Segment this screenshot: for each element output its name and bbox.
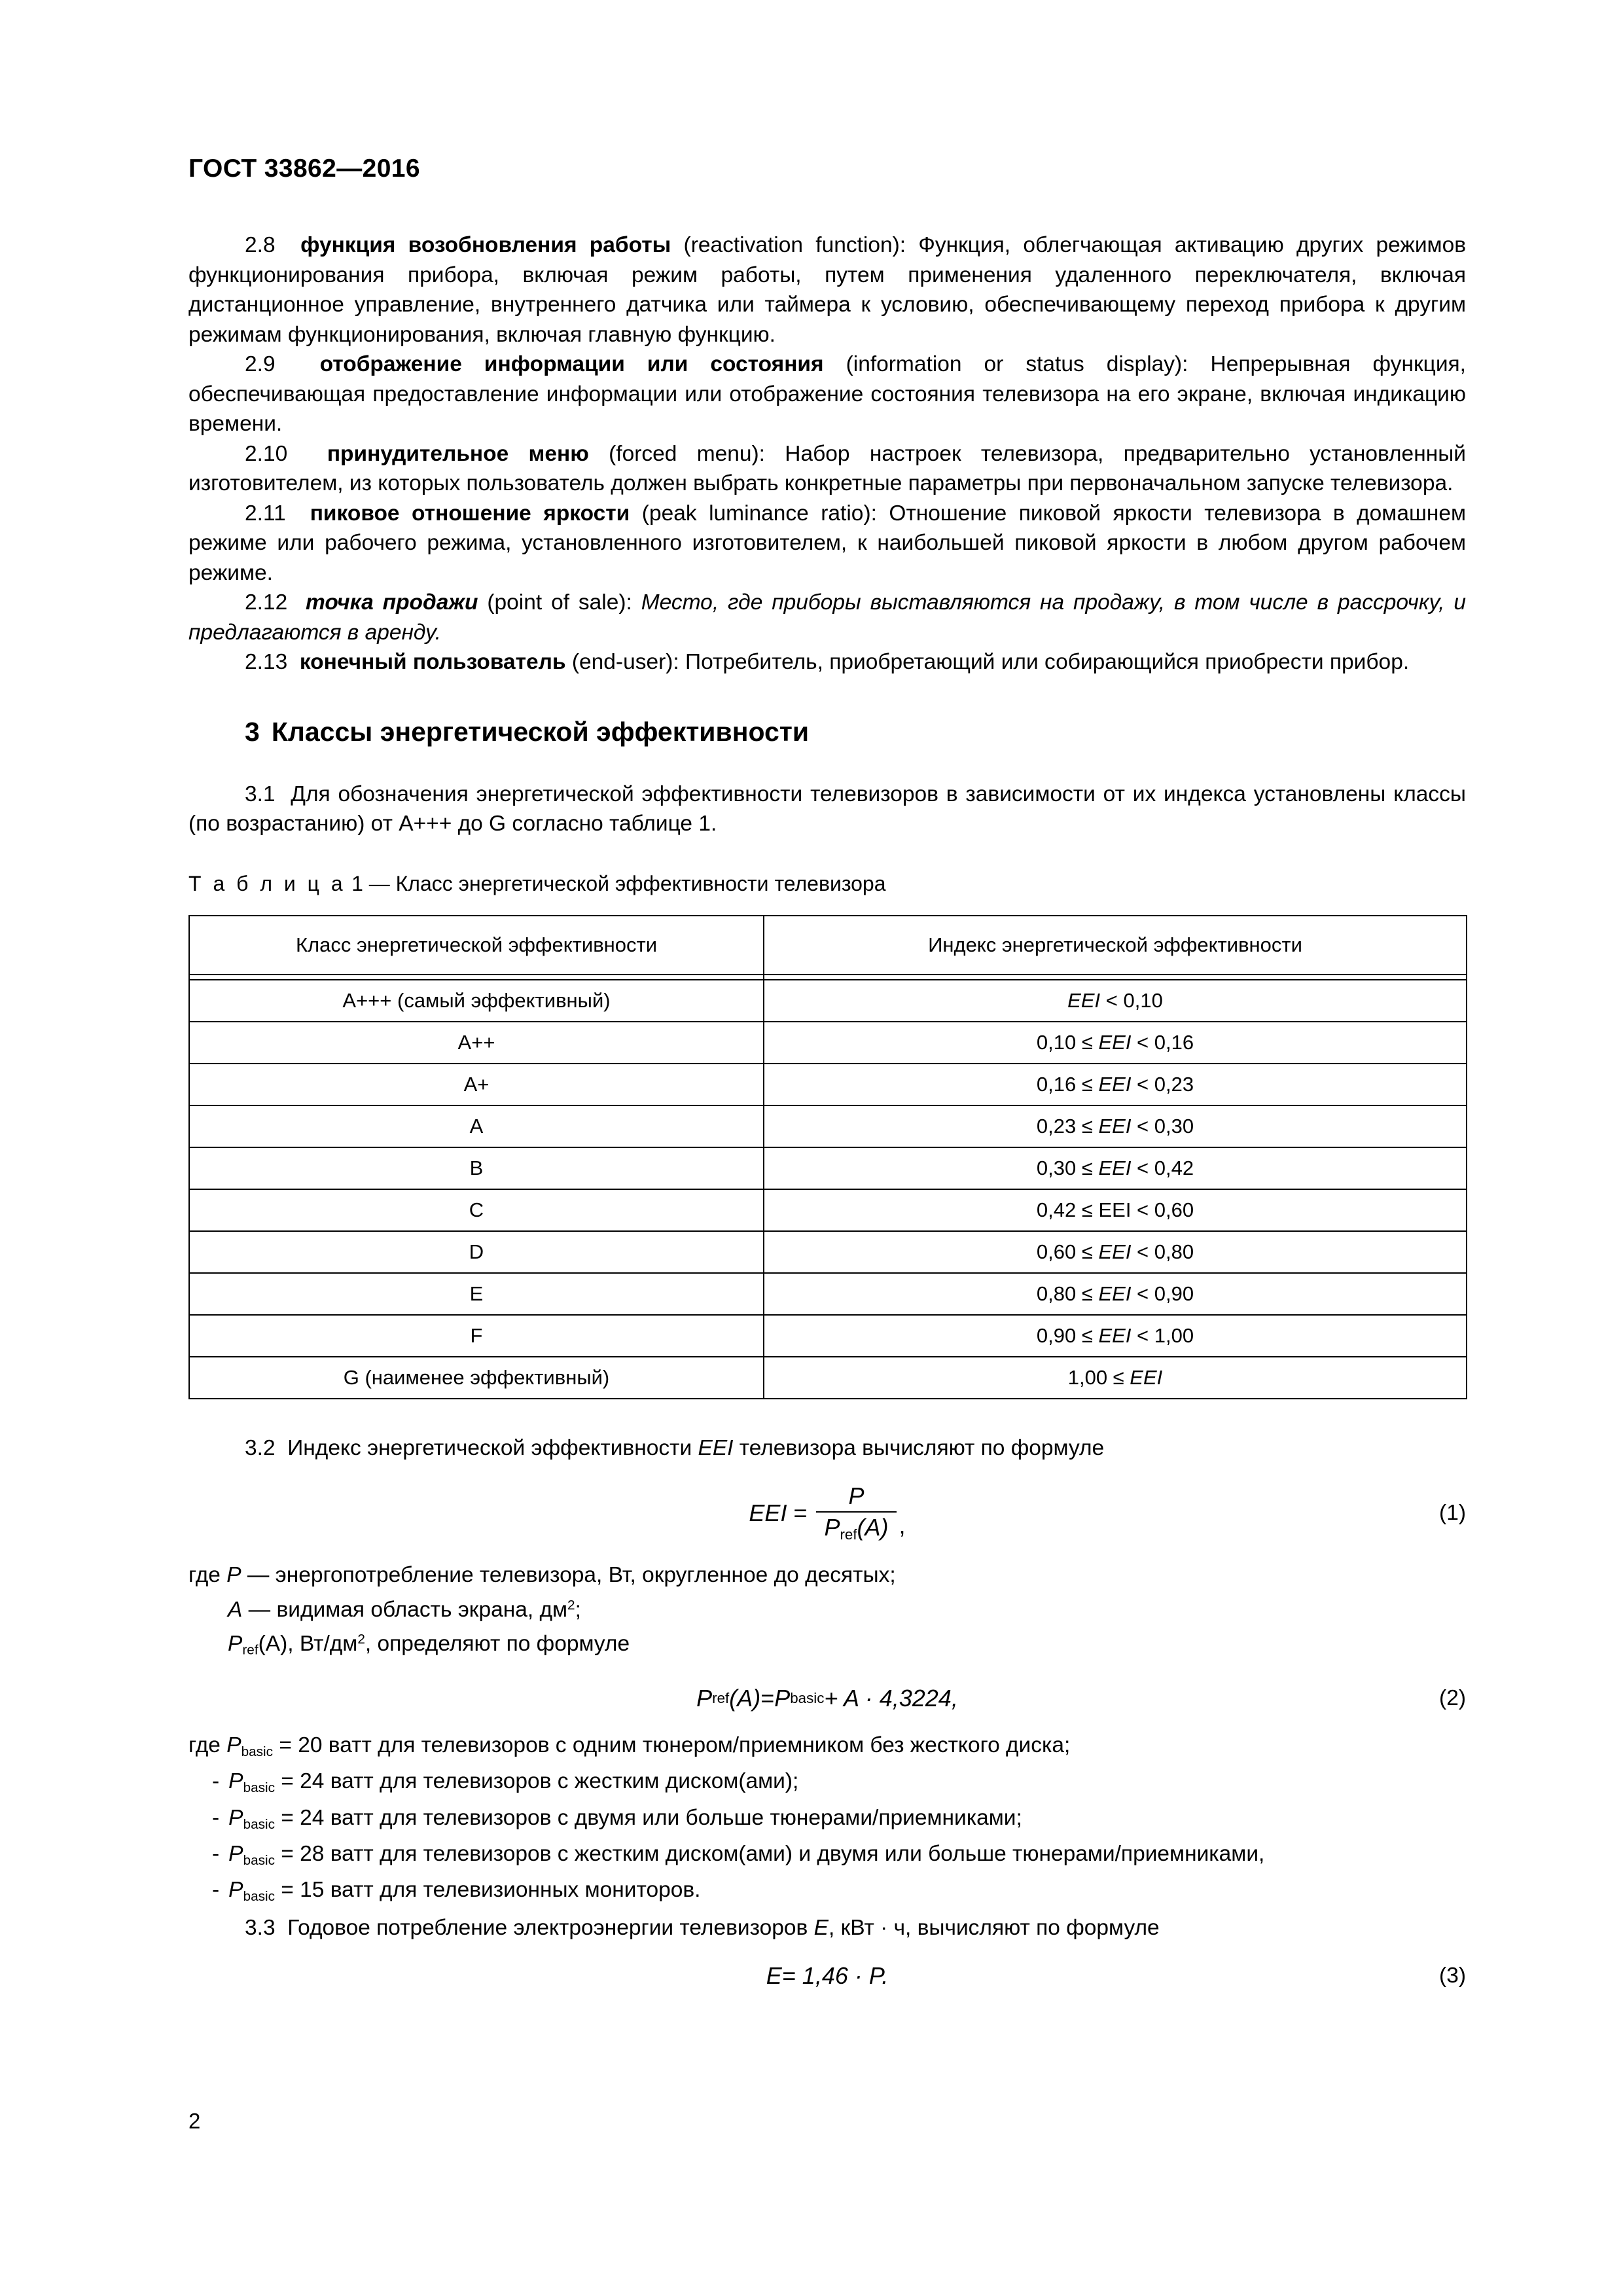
index-prefix: 0,60 ≤ — [1036, 1240, 1099, 1263]
where-subscript: ref — [242, 1642, 259, 1658]
pbasic-variable: P — [226, 1733, 241, 1758]
definition-2-9 — [188, 350, 1466, 439]
formula2-lhs-base: P — [696, 1685, 713, 1712]
formula2-rhs-subscript: basic — [790, 1690, 825, 1707]
pbasic-variable: P — [228, 1769, 243, 1794]
formula-3-row — [188, 1962, 1466, 1990]
list-dash: - — [212, 1878, 220, 1903]
list-dash: - — [212, 1842, 220, 1867]
definition-2-13 — [188, 647, 1466, 677]
pbasic-rest: = 24 ватт для телевизоров с двумя или больше тюнерами/приемниками; — [275, 1805, 1022, 1830]
formula-equals: = — [793, 1499, 808, 1526]
table-caption — [188, 869, 1466, 898]
index-suffix: < 0,60 — [1131, 1198, 1194, 1221]
clause-text-a: Индекс энергетической эффективности — [287, 1435, 698, 1460]
index-suffix: < 0,80 — [1131, 1240, 1194, 1263]
clause-text-a: Годовое потребление электроэнергии телевизоров — [287, 1915, 814, 1940]
cell-energy-class: А++ — [189, 1022, 764, 1064]
table-caption-number: 1 — [351, 871, 363, 895]
clause-variable: EEI — [698, 1435, 734, 1460]
definition-2-8 — [188, 230, 1466, 350]
clause-number: 3.1 — [245, 781, 276, 806]
pbasic-item-3 — [188, 1839, 1466, 1875]
clause-3-1 — [188, 780, 1466, 839]
where-rest: (A), Вт/дм — [258, 1631, 358, 1656]
energy-class-table — [188, 915, 1467, 1399]
pbasic-item-0 — [188, 1731, 1466, 1767]
where-variable: P — [226, 1563, 241, 1588]
equation-number-1: (1) — [1439, 1500, 1466, 1525]
where-rest: — энергопотребление телевизора, Вт, округленное до десятых; — [241, 1563, 896, 1588]
cell-energy-index — [764, 980, 1467, 1022]
formula2-lhs-subscript: ref — [712, 1690, 730, 1707]
cell-energy-index — [764, 1315, 1467, 1357]
where-line-pref — [188, 1624, 1466, 1665]
index-prefix: 0,90 ≤ — [1036, 1323, 1099, 1347]
index-variable: EEI — [1098, 1156, 1132, 1179]
denominator-base: P — [824, 1514, 840, 1541]
index-variable: EEI — [1098, 1282, 1132, 1305]
definition-number: 2.11 — [245, 501, 286, 526]
cell-energy-class: В — [189, 1147, 764, 1189]
definition-english: (reactivation function): — [683, 233, 906, 257]
definition-term: принудительное меню — [327, 441, 589, 466]
equation-number-3: (3) — [1439, 1964, 1466, 1988]
fraction-denominator — [816, 1511, 896, 1543]
pbasic-rest: = 15 ватт для телевизионных мониторов. — [275, 1878, 701, 1903]
definition-number: 2.10 — [245, 441, 288, 466]
formula-1 — [749, 1482, 905, 1543]
index-suffix: < 0,30 — [1131, 1114, 1194, 1138]
pbasic-rest: = 20 ватт для телевизоров с одним тюнером/приемником без жесткого диска; — [273, 1733, 1071, 1758]
definition-text: Набор настроек телевизора, предварительно установленный изготовителем, из которых пользователь должен выбрать конкретные параметры при первоначальном запуске телевизора. — [188, 441, 1466, 495]
index-suffix: < 1,00 — [1131, 1323, 1194, 1347]
where-superscript: 2 — [357, 1632, 365, 1647]
equation-number-2: (2) — [1439, 1686, 1466, 1711]
definition-text: Место, где приборы выставляются на продажу, в том числе в рассрочку, и предлагаются в аренду. — [188, 590, 1466, 645]
index-variable: EEI — [1098, 1198, 1132, 1221]
table-row — [189, 1064, 1467, 1105]
table-header-row — [189, 916, 1467, 975]
index-variable: EEI — [1098, 1072, 1132, 1096]
table-row — [189, 1273, 1467, 1315]
index-variable: EEI — [1067, 988, 1101, 1012]
where-tail: ; — [575, 1597, 581, 1622]
definition-number: 2.8 — [245, 233, 276, 257]
clause-3-2 — [188, 1433, 1466, 1463]
formula3-rest: = 1,46 · P. — [781, 1962, 889, 1990]
table-row — [189, 1105, 1467, 1147]
pbasic-subscript: basic — [243, 1816, 275, 1832]
section-heading-3 — [188, 715, 1466, 748]
table-row — [189, 1315, 1467, 1357]
pbasic-subscript: basic — [243, 1780, 275, 1796]
where-variable: A — [228, 1597, 243, 1622]
pbasic-variable: P — [228, 1805, 243, 1830]
cell-energy-index — [764, 1064, 1467, 1105]
where-lead: где — [188, 1563, 227, 1588]
formula2-rhs-base: P — [774, 1685, 791, 1712]
where-rest: — видимая область экрана, дм — [242, 1597, 568, 1622]
definition-text: Непрерывная функция, обеспечивающая предоставление информации или отображение состояния телевизора на его экране, включая индикацию времени. — [188, 352, 1466, 436]
pbasic-lead: где — [188, 1733, 227, 1758]
formula-lhs: EEI — [749, 1499, 787, 1526]
clause-variable: E — [813, 1915, 829, 1940]
clause-text-b: телевизора вычисляют по формуле — [733, 1435, 1105, 1460]
pbasic-subscript: basic — [241, 1744, 274, 1759]
table-row — [189, 1231, 1467, 1273]
index-variable: EEI — [1130, 1365, 1163, 1389]
cell-energy-class: С — [189, 1189, 764, 1231]
clause-3-3 — [188, 1913, 1466, 1943]
definition-term: пиковое отношение яркости — [310, 501, 630, 526]
rule-cell-left — [189, 975, 764, 980]
definition-term: конечный пользователь — [299, 650, 566, 674]
index-prefix: 0,80 ≤ — [1036, 1282, 1099, 1305]
definition-term: точка продажи — [306, 590, 478, 615]
pbasic-rest: = 28 ватт для телевизоров с жестким диском(ами) и двумя или больше тюнерами/приемниками, — [275, 1842, 1265, 1867]
section-number: 3 — [245, 716, 260, 747]
table-caption-label: Т а б л и ц а — [188, 871, 346, 895]
pbasic-subscript: basic — [243, 1852, 275, 1868]
pbasic-variable: P — [228, 1878, 243, 1903]
where-variable: P — [228, 1631, 243, 1656]
formula-2-row — [188, 1685, 1466, 1712]
index-variable: EEI — [1098, 1240, 1132, 1263]
table-row — [189, 1147, 1467, 1189]
rule-cell-right — [764, 975, 1467, 980]
clause-text: Для обозначения энергетической эффективности телевизоров в зависимости от их индекса установлены классы (по возрастанию) от А+++ до G согласно таблице 1. — [188, 781, 1466, 836]
table-row — [189, 1357, 1467, 1399]
list-dash: - — [212, 1769, 220, 1794]
cell-energy-class: А — [189, 1105, 764, 1147]
formula-1-row — [188, 1482, 1466, 1543]
denominator-subscript: ref — [840, 1526, 857, 1543]
formula-trailing-comma: , — [899, 1512, 906, 1539]
definition-number: 2.9 — [245, 352, 276, 376]
definition-english: (information or status display): — [846, 352, 1188, 376]
definition-number: 2.12 — [245, 590, 288, 615]
running-header: ГОСТ 33862—2016 — [188, 154, 420, 183]
table-body — [189, 980, 1467, 1399]
table-row — [189, 1022, 1467, 1064]
table-header-class: Класс энергетической эффективности — [189, 916, 764, 975]
cell-energy-index — [764, 1147, 1467, 1189]
definition-english: (point of sale): — [487, 590, 632, 615]
pbasic-rest: = 24 ватт для телевизоров с жестким диском(ами); — [275, 1769, 799, 1794]
where-line-a — [188, 1590, 1466, 1624]
index-variable: EEI — [1098, 1030, 1132, 1054]
pbasic-item-1 — [188, 1767, 1466, 1803]
definition-english: (peak luminance ratio): — [641, 501, 877, 526]
pbasic-subscript: basic — [243, 1889, 275, 1905]
cell-energy-index — [764, 1357, 1467, 1399]
cell-energy-class: G (наименее эффективный) — [189, 1357, 764, 1399]
index-variable: EEI — [1098, 1114, 1132, 1138]
table-row — [189, 1189, 1467, 1231]
pbasic-item-4 — [188, 1875, 1466, 1911]
list-dash: - — [212, 1805, 220, 1830]
clause-number: 3.2 — [245, 1435, 276, 1460]
formula-2 — [696, 1685, 958, 1712]
cell-energy-class: D — [189, 1231, 764, 1273]
pbasic-variable: P — [228, 1842, 243, 1867]
section-title: Классы энергетической эффективности — [271, 716, 810, 747]
cell-energy-index — [764, 1189, 1467, 1231]
index-suffix: < 0,42 — [1131, 1156, 1194, 1179]
index-prefix: 1,00 ≤ — [1067, 1365, 1130, 1389]
index-prefix: 0,16 ≤ — [1036, 1072, 1099, 1096]
index-suffix: < 0,23 — [1131, 1072, 1194, 1096]
table-header-double-rule — [189, 975, 1467, 980]
definition-text: Отношение пиковой яркости телевизора в домашнем режиме или рабочего режима, установленного изготовителем, к наибольшей пиковой яркости в любом другом рабочем режиме. — [188, 501, 1466, 585]
formula2-lhs-argument: (A) — [729, 1685, 761, 1712]
pbasic-item-2 — [188, 1803, 1466, 1839]
definition-english: (forced menu): — [609, 441, 765, 466]
definition-number: 2.13 — [245, 650, 288, 674]
definition-2-12 — [188, 588, 1466, 647]
formula-3 — [766, 1962, 888, 1990]
formula-fraction — [816, 1482, 896, 1543]
index-prefix: 0,23 ≤ — [1036, 1114, 1099, 1138]
table-caption-dash: — — [368, 871, 390, 895]
formula3-lhs: E — [766, 1962, 782, 1990]
formula2-rhs-rest: + A · 4,3224, — [824, 1685, 958, 1712]
cell-energy-index — [764, 1231, 1467, 1273]
table-row — [189, 980, 1467, 1022]
index-prefix: 0,42 ≤ — [1036, 1198, 1099, 1221]
clause-number: 3.3 — [245, 1915, 276, 1940]
definition-english: (end-user): — [571, 650, 679, 674]
document-body — [188, 230, 1466, 1990]
index-prefix: 0,10 ≤ — [1036, 1030, 1099, 1054]
cell-energy-index — [764, 1273, 1467, 1315]
cell-energy-class: F — [189, 1315, 764, 1357]
where-superscript: 2 — [567, 1597, 575, 1613]
fraction-numerator: P — [848, 1482, 865, 1509]
index-variable: EEI — [1098, 1323, 1132, 1347]
cell-energy-class: А+++ (самый эффективный) — [189, 980, 764, 1022]
where-line-p — [188, 1560, 1466, 1590]
pbasic-list — [188, 1731, 1466, 1912]
cell-energy-class: А+ — [189, 1064, 764, 1105]
where-tail: , определяют по формуле — [365, 1631, 630, 1656]
clause-text-b: , кВт · ч, вычисляют по формуле — [828, 1915, 1160, 1940]
index-prefix: 0,30 ≤ — [1036, 1156, 1099, 1179]
table-header-index: Индекс энергетической эффективности — [764, 916, 1467, 975]
denominator-argument: (A) — [857, 1514, 889, 1541]
definition-text: Функция, облегчающая активацию других режимов функционирования прибора, включая режим работы, путем применения удаленного переключателя, включая дистанционное управление, внутреннего датчика или таймера к условию, обеспечивающему переход прибора к другим режимам функционирования, включая главную функцию. — [188, 233, 1466, 347]
cell-energy-index — [764, 1022, 1467, 1064]
page-number: 2 — [188, 2109, 201, 2133]
definition-2-10 — [188, 439, 1466, 499]
cell-energy-class: E — [189, 1273, 764, 1315]
definition-2-11 — [188, 499, 1466, 588]
definition-term: отображение информации или состояния — [319, 352, 824, 376]
index-suffix: < 0,16 — [1131, 1030, 1194, 1054]
definition-term: функция возобновления работы — [300, 233, 671, 257]
cell-energy-index — [764, 1105, 1467, 1147]
table-caption-title: Класс энергетической эффективности телевизора — [395, 871, 886, 895]
definition-text: Потребитель, приобретающий или собирающийся приобрести прибор. — [679, 650, 1410, 674]
formula2-equals: = — [760, 1685, 775, 1712]
index-suffix: < 0,90 — [1131, 1282, 1194, 1305]
index-suffix: < 0,10 — [1100, 988, 1163, 1012]
